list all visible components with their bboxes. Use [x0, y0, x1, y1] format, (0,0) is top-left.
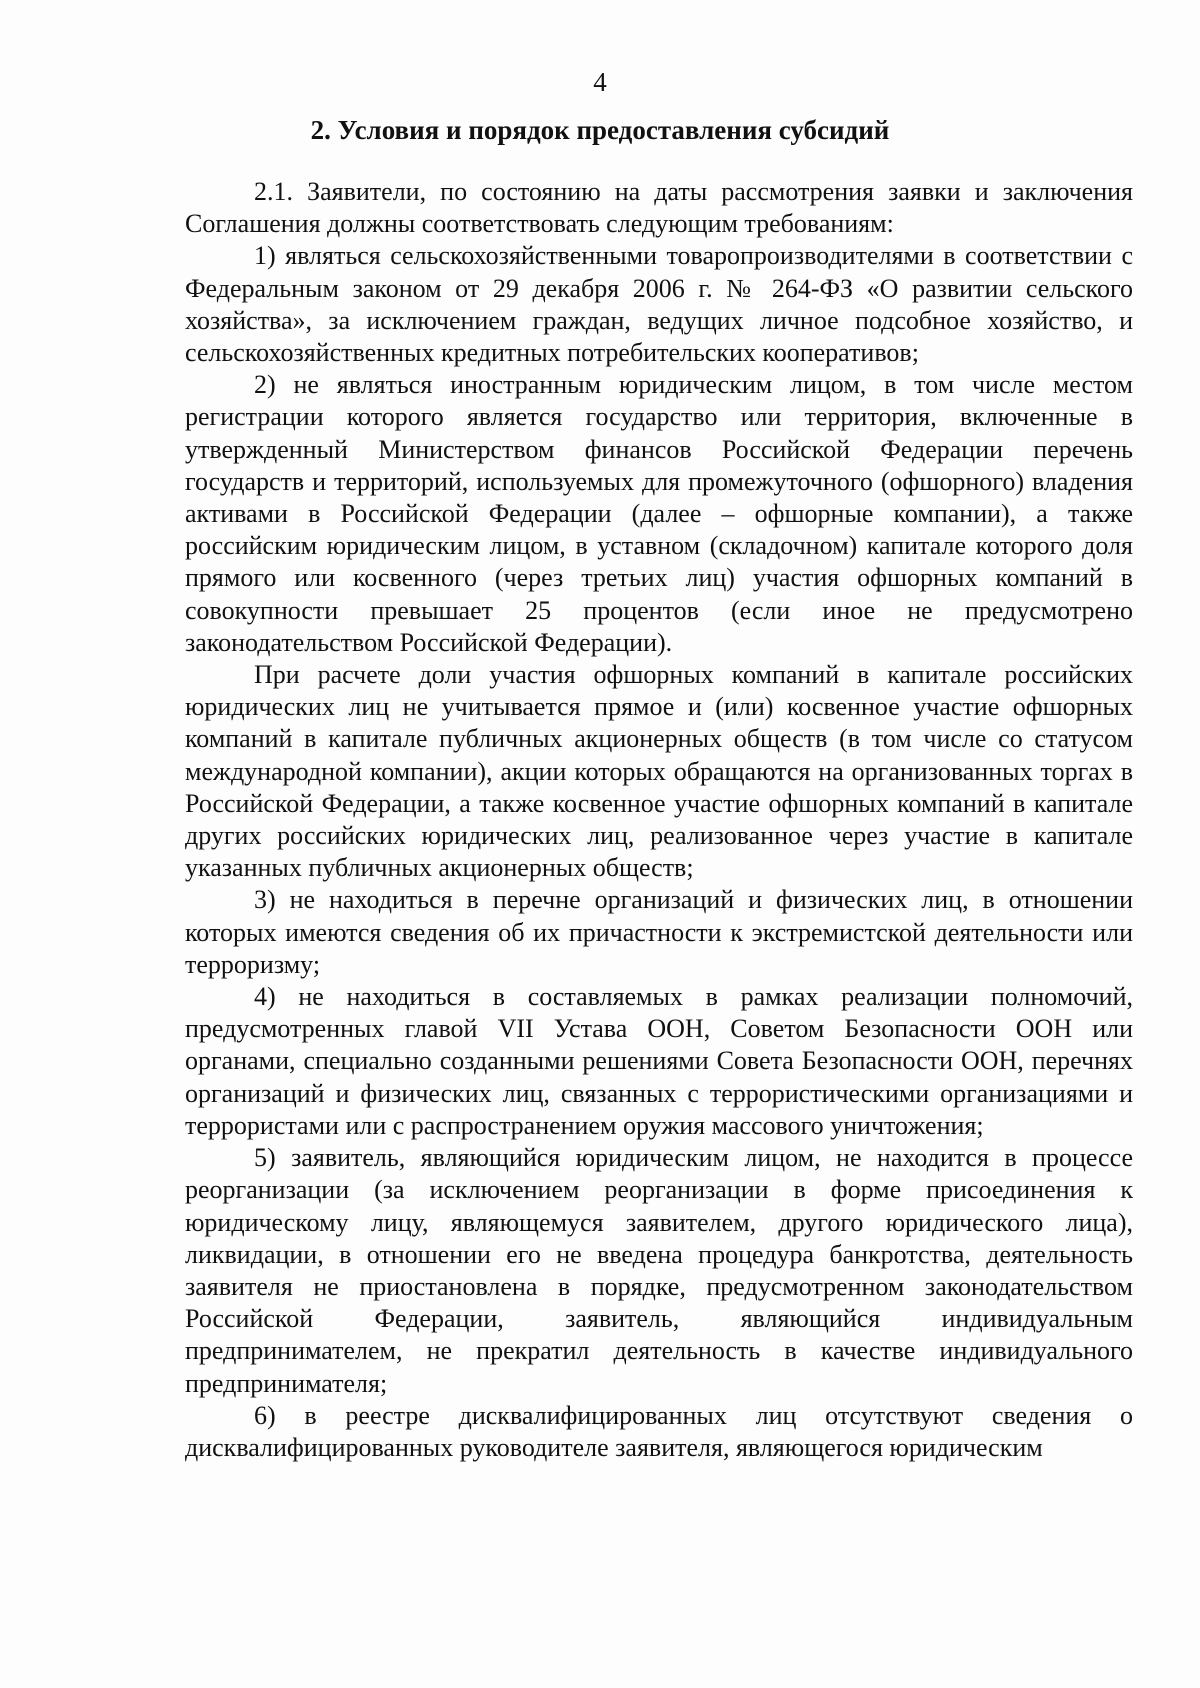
paragraph-requirement-1: 1) являться сельскохозяйственными товаропроизводителями в соответствии с Федеральным законом от 29 декабря 2006 г. № 264-ФЗ «О развитии сельского хозяйства», за исключением граждан, ведущих личное подсобное хозяйство, и сельскохозяйственных кредитных потребительских кооперативов;	[185, 241, 1133, 368]
section-title: 2. Условия и порядок предоставления субсидий	[310, 115, 890, 145]
page-number: 4	[593, 67, 607, 97]
paragraph-requirement-3: 3) не находиться в перечне организаций и физических лиц, в отношении которых имеются сведения об их причастности к экстремистской деятельности или терроризму;	[185, 885, 1133, 979]
paragraph-requirement-5: 5) заявитель, являющийся юридическим лицом, не находится в процессе реорганизации (за исключением реорганизации в форме присоединения к юридическому лицу, являющемуся заявителем, другого юридического лица), ликвидации, в отношении его не введена процедура банкротства, деятельность заявителя не приостановлена в порядке, предусмотренном законодательством Российской Федерации, заявитель, являющийся индивидуальным предпринимателем, не прекратил деятельность в качестве индивидуального предпринимателя;	[185, 1143, 1133, 1398]
paragraph-requirement-6: 6) в реестре дисквалифицированных лиц отсутствуют сведения о дисквалифицированных руководителе заявителя, являющегося юридическим	[185, 1400, 1133, 1462]
paragraph-offshore-note: При расчете доли участия офшорных компаний в капитале российских юридических лиц не учитывается прямое и (или) косвенное участие офшорных компаний в капитале публичных акционерных обществ (в том числе со статусом международной компании), акции которых обращаются на организованных торгах в Российской Федерации, а также косвенное участие офшорных компаний в капитале других российских юридических лиц, реализованное через участие в капитале указанных публичных акционерных обществ;	[185, 660, 1133, 883]
paragraph-requirement-2: 2) не являться иностранным юридическим лицом, в том числе местом регистрации которого является государство или территория, включенные в утвержденный Министерством финансов Российской Федерации перечень государств и территорий, используемых для промежуточного (офшорного) владения активами в Российской Федерации (далее – офшорные компании), а также российским юридическим лицом, в уставном (складочном) капитале которого доля прямого или косвенного (через третьих лиц) участия офшорных компаний в совокупности превышает 25 процентов (если иное не предусмотрено законодательством Российской Федерации).	[185, 370, 1133, 657]
paragraph-2-1-intro: 2.1. Заявители, по состоянию на даты рассмотрения заявки и заключения Соглашения должны соответствовать следующим требованиям:	[185, 177, 1133, 239]
document-body	[185, 176, 1133, 1464]
paragraph-requirement-4: 4) не находиться в составляемых в рамках реализации полномочий, предусмотренных главой VII Устава ООН, Советом Безопасности ООН или органами, специально созданными решениями Совета Безопасности ООН, перечнях организаций и физических лиц, связанных с террористическими организациями и террористами или с распространением оружия массового уничтожения;	[185, 982, 1133, 1140]
